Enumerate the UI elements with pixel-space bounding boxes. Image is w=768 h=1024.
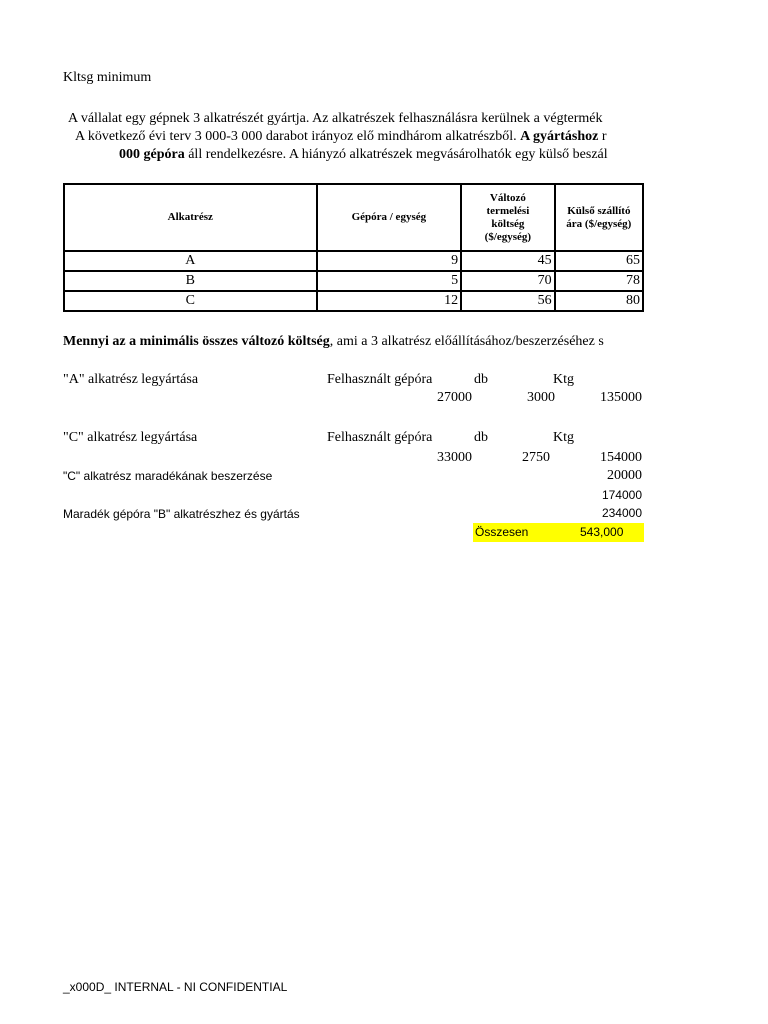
- c-col-hours: Felhasznált gépóra: [327, 430, 433, 445]
- total-label: Összesen: [475, 525, 529, 539]
- c-remainder-value: 20000: [607, 468, 642, 483]
- intro-line-2-bold: A gyártáshoz: [520, 129, 599, 144]
- c-col-qty: db: [474, 430, 488, 445]
- b-remainder-label: Maradék gépóra "B" alkatrészhez és gyártás: [63, 507, 300, 521]
- intro-line-1: A vállalat egy gépnek 3 alkatrészét gyártja. Az alkatrészek felhasználásra kerülnek a végtermék: [68, 111, 603, 126]
- question: [63, 334, 604, 350]
- intro-line-3-bold: 000 gépóra: [119, 147, 185, 162]
- c-cost-value: 154000: [600, 450, 642, 465]
- a-col-cost: Ktg: [553, 372, 574, 387]
- c-production-label: "C" alkatrész legyártása: [63, 430, 198, 445]
- table-row: [64, 251, 643, 271]
- header-machine-hours: Gépóra / egység: [317, 184, 462, 251]
- cell-cost: 56: [461, 291, 554, 311]
- intro-line-2-tail: r: [598, 129, 607, 144]
- table-row: [64, 291, 643, 311]
- a-cost-value: 135000: [600, 390, 642, 405]
- a-production-label: "A" alkatrész legyártása: [63, 372, 199, 387]
- a-col-hours: Felhasznált gépóra: [327, 372, 433, 387]
- cell-part: C: [64, 291, 317, 311]
- intro-line-3-text: áll rendelkezésre. A hiányzó alkatrészek megvásárolhatók egy külső beszál: [184, 147, 608, 162]
- a-qty-value: 3000: [527, 390, 555, 405]
- intro-line-3: [119, 146, 608, 164]
- a-hours-value: 27000: [437, 390, 472, 405]
- cell-hours: 9: [317, 251, 462, 271]
- cell-part: B: [64, 271, 317, 291]
- header-supplier-price: Külső szállító ára ($/egység): [555, 184, 643, 251]
- subtotal-value: 174000: [601, 488, 642, 502]
- cell-hours: 5: [317, 271, 462, 291]
- header-variable-cost: Változó termelési költség ($/egység): [461, 184, 554, 251]
- header-part: Alkatrész: [64, 184, 317, 251]
- table-row: [64, 271, 643, 291]
- total-value: 543,000: [580, 525, 624, 539]
- question-rest: , ami a 3 alkatrész előállításához/beszerzéséhez s: [329, 334, 604, 349]
- cell-hours: 12: [317, 291, 462, 311]
- cell-part: A: [64, 251, 317, 271]
- cell-cost: 45: [461, 251, 554, 271]
- question-bold: Mennyi az a minimális összes változó költség: [63, 334, 330, 349]
- table-header-row: [64, 184, 643, 251]
- cell-price: 65: [555, 251, 643, 271]
- cell-cost: 70: [461, 271, 554, 291]
- c-hours-value: 33000: [437, 450, 472, 465]
- intro-line-2-text: A következő évi terv 3 000-3 000 darabot irányoz elő mindhárom alkatrészből.: [75, 129, 521, 144]
- cell-price: 80: [555, 291, 643, 311]
- footer-confidential: _x000D_ INTERNAL - NI CONFIDENTIAL: [63, 980, 288, 994]
- a-col-qty: db: [474, 372, 488, 387]
- c-remainder-label: "C" alkatrész maradékának beszerzése: [63, 469, 273, 483]
- sheet-title: Kltsg minimum: [63, 70, 152, 85]
- c-col-cost: Ktg: [553, 430, 574, 445]
- sheet-area: [0, 0, 644, 560]
- c-qty-value: 2750: [522, 450, 550, 465]
- cell-price: 78: [555, 271, 643, 291]
- b-value: 234000: [601, 506, 642, 520]
- intro-line-2: [75, 128, 607, 146]
- parts-table: [63, 183, 644, 312]
